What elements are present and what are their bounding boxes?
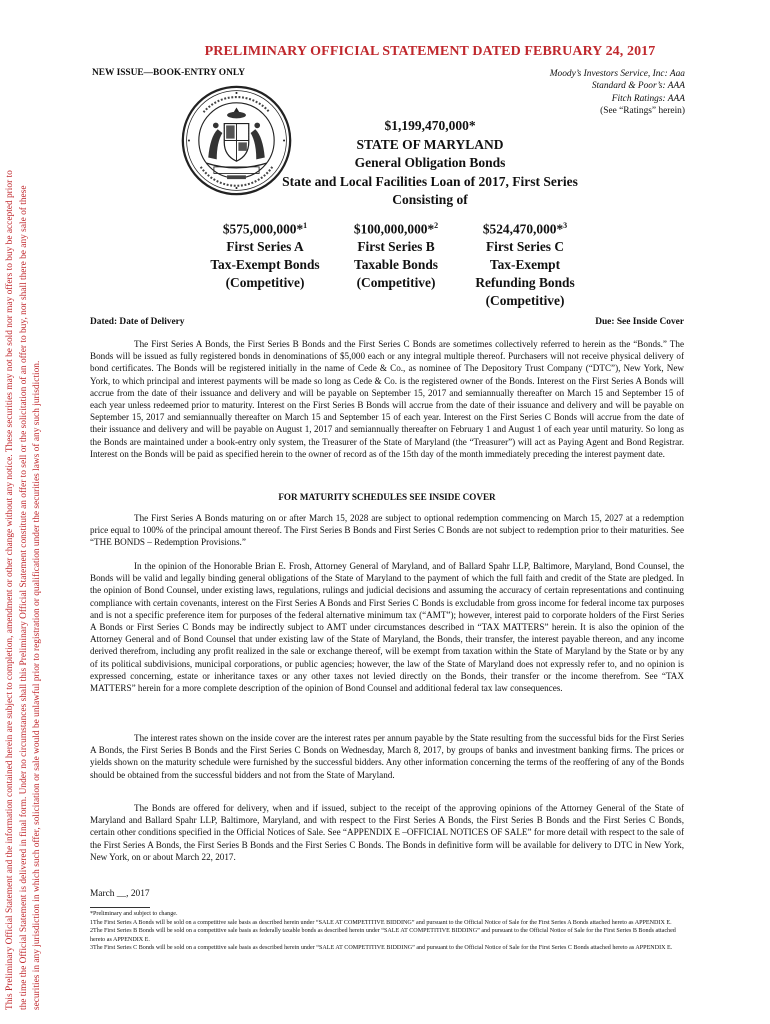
paragraph-interest-rates: The interest rates shown on the inside cover are the interest rates per annum payable by the State resulting from the successful bids for the First Series A Bonds, the First Series B Bonds and the First Series C Bonds on Wednesday, March 8, 2017, by groups of banks and investment banking firms. The prices or yields shown on the maturity schedule were furnished by the successful bidders. Any other information concerning the terms of the reoffering of any of the Bonds should be obtained from the successful bidders and not from the State of Maryland. (90, 733, 684, 780)
series-a-type: Tax-Exempt Bonds (210, 257, 320, 273)
preliminary-legend (4, 20, 45, 1010)
series-a-footnote-ref: 1 (303, 221, 308, 230)
series-c-type: Tax-Exempt (489, 257, 561, 273)
footnote-item: 2The First Series B Bonds will be sold on a competitive sale basis as federally taxable bonds as described herein under “SALE AT COMPETITIVE BIDDING” and pursuant to the Official Notice of Sale for the First Series B Bonds attached hereto as APPENDIX E. (90, 928, 676, 943)
legend-line: the time the Official Statement is delivered in final form. Under no circumstances shall this Preliminary Official Statement constitute an offer to sell or the solicitation of an offer to buy, nor shall there be any sale of these (18, 185, 29, 1010)
series-c-block (460, 217, 590, 310)
consisting-of: Consisting of (392, 192, 468, 207)
series-b-name: First Series B (357, 239, 435, 255)
new-issue-label: NEW ISSUE—BOOK-ENTRY ONLY (92, 68, 246, 78)
series-a-block (200, 217, 330, 292)
rating-sp: Standard & Poor’s: AAA (591, 81, 685, 92)
paragraph-delivery: The Bonds are offered for delivery, when and if issued, subject to the receipt of the approving opinions of the Attorney General of the State of Maryland and Ballard Spahr LLP, Baltimore, Maryland, and with respect to the First Series A Bonds, the First Series B Bonds and the First Series C Bonds, certain other conditions specified in the Official Notices of Sale. See “APPENDIX E –OFFICIAL NOTICES OF SALE” for more detail with respect to the sale of the First Series A Bonds, the First Series B Bonds and the First Series C Bonds. The Bonds in definitive form will be available for delivery to DTC in New York, New York, on or about March 22, 2017. (90, 803, 684, 862)
footnote-item: 1The First Series A Bonds will be sold on a competitive sale basis as described herein under “SALE AT COMPETITIVE BIDDING” and pursuant to the Official Notice of Sale for the First Series A Bonds attached hereto as APPENDIX E. (90, 919, 672, 926)
document-title: PRELIMINARY OFFICIAL STATEMENT DATED FEBRUARY 24, 2017 (204, 44, 656, 59)
paragraph-legal-opinion: In the opinion of the Honorable Brian E. Frosh, Attorney General of Maryland, and of Ballard Spahr LLP, Baltimore, Maryland, Bond Counsel, the Bonds will be valid and legally binding general obligations of the State of Maryland to the payment of which the full faith and credit of the State are pledged. In the opinion of Bond Counsel, under existing laws, regulations, rulings and judicial decisions and assuming the accuracy of certain representations and continuing compliance with certain covenants, interest on the First Series A Bonds and First Series C Bonds is excludable from gross income for federal income tax purposes and is not a specific preference item for purposes of the federal alternative minimum tax (“AMT”); however, interest paid to corporate holders of the First Series A Bonds or First Series C Bonds may be indirectly subject to AMT under circumstances described in “TAX MATTERS” herein. It is also the opinion of the Attorney General and of Bond Counsel that under existing law of the State of Maryland, the Bonds, their transfer, the interest payable thereon, and any income derived therefrom, including any profit realized in the sale or exchange thereof, will be exempt from taxation within the State of Maryland by the State or by any of its political subdivisions, municipal corporations, or public agencies; however, the law of the State of Maryland does not expressly refer to, and no opinion is expressed concerning, estate or inheritance taxes or any other taxes not levied directly on the Bonds, their transfer or the income therefrom. See “TAX MATTERS” herein for a more complete description of the opinion of Bond Counsel and additional federal tax law consequences. (90, 561, 684, 694)
issuer-name: STATE OF MARYLAND (356, 136, 504, 152)
footnote-divider (90, 907, 150, 908)
footnote-item: 3The First Series C Bonds will be sold on a competitive sale basis as described herein under “SALE AT COMPETITIVE BIDDING” and pursuant to the Official Notice of Sale for the First Series C Bonds attached hereto as APPENDIX E. (90, 945, 673, 952)
series-b-amount: $100,000,000* (353, 221, 435, 237)
series-c-sale: (Competitive) (485, 293, 565, 309)
statement-date: March __, 2017 (90, 889, 150, 899)
rating-moodys: Moody’s Investors Service, Inc: Aaa (549, 69, 685, 79)
rating-fitch: Fitch Ratings: AAA (611, 93, 685, 104)
series-b-type: Taxable Bonds (354, 257, 438, 273)
series-b-block (336, 217, 456, 292)
legend-line: This Preliminary Official Statement and the information contained herein are subject to completion, amendment or other change without any notice. These securities may not be sold nor may offers to buy be accepted prior to (5, 170, 15, 1010)
series-b-footnote-ref: 2 (434, 221, 439, 230)
footnotes (90, 910, 684, 953)
paragraph-bonds-description: The First Series A Bonds, the First Series B Bonds and the First Series C Bonds are sometimes collectively referred to herein as the “Bonds.” The Bonds will be issued as fully registered bonds in denominations of $5,000 each or any integral multiple thereof. Purchasers will not receive physical delivery of bond certificates. The Bonds will be registered initially in the name of Cede & Co., as nominee of The Depository Trust Company (“DTC”), New York, New York, to which principal and interest payments will be made so long as Cede & Co. is the registered owner of the Bonds. Interest on the First Series A Bonds will accrue from the date of their issuance and delivery and will be payable on September 15, 2017 and semiannually thereafter on March 15 and September 15 of each year unless redeemed prior to maturity. Interest on the First Series B Bonds will accrue from the date of their issuance and delivery and will be payable on September 15, 2017 and semiannually thereafter on March 15 and September 15 of each year. Interest on the First Series C Bonds will accrue from the date of their issuance and delivery and will be payable on August 1, 2017 and semiannually thereafter on February 1 and August 1 of each year until maturity. So long as the Bonds are maintained under a book-entry only system, the Treasurer of the State of Maryland (the “Treasurer”) will act as Paying Agent and Bond Registrar. Interest on the Bonds will be paid as specified herein to the owner of record as of the 15th day of the month immediately preceding the interest payment date. (90, 339, 684, 459)
legend-line: securities in any jurisdiction in which such offer, solicitation or sale would be unlawful prior to registration or qualification under the securities laws of any such jurisdiction. (32, 360, 42, 1010)
series-c-amount: $524,470,000* (482, 221, 564, 237)
dated-date: Dated: Date of Delivery (90, 317, 185, 327)
paragraph-redemption: The First Series A Bonds maturing on or after March 15, 2028 are subject to optional redemption commencing on March 15, 2027 at a redemption price equal to 100% of the principal amount thereof. The First Series B Bonds and First Series C Bonds are not subject to redemption prior to their maturities. See “THE BONDS – Redemption Provisions.” (90, 513, 684, 548)
series-c-name: First Series C (485, 239, 565, 255)
series-a-name: First Series A (226, 239, 304, 255)
footnote-item: *Preliminary and subject to change. (90, 911, 178, 917)
bond-type: General Obligation Bonds (354, 155, 506, 170)
loan-name: State and Local Facilities Loan of 2017, First Series (282, 173, 578, 189)
maturity-caption: FOR MATURITY SCHEDULES SEE INSIDE COVER (278, 492, 496, 502)
due-date: Due: See Inside Cover (595, 317, 684, 327)
offering-heading (90, 117, 770, 210)
series-c-type-2: Refunding Bonds (475, 275, 575, 291)
series-a-amount: $575,000,000* (222, 221, 304, 237)
series-c-footnote-ref: 3 (563, 221, 568, 230)
series-a-sale: (Competitive) (225, 275, 305, 291)
ratings-block (550, 68, 685, 118)
offering-amount: $1,199,470,000* (384, 118, 476, 133)
ratings-note: (See “Ratings” herein) (600, 106, 685, 117)
series-b-sale: (Competitive) (356, 275, 436, 291)
